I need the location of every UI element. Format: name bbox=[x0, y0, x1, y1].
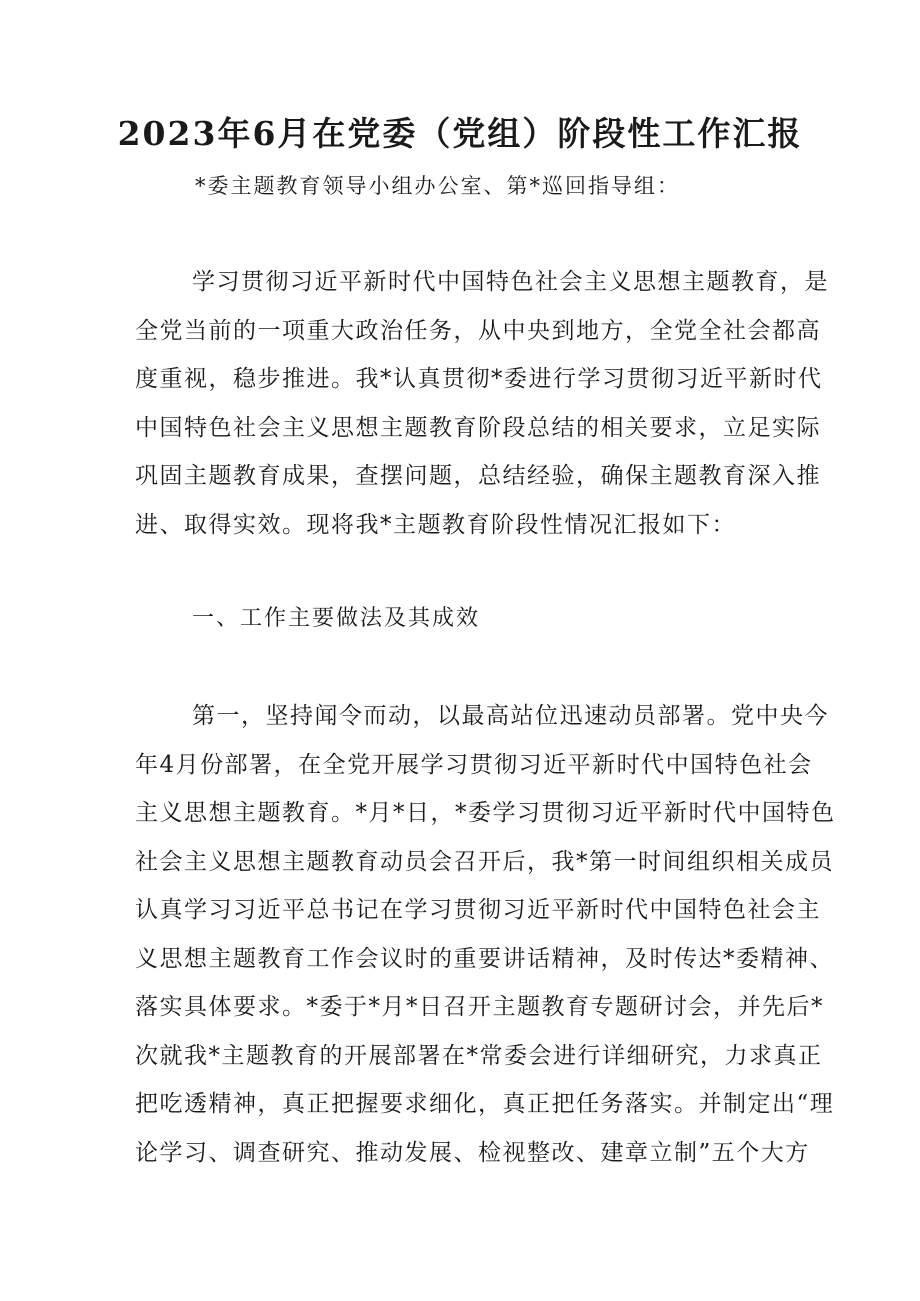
intro-line: 学习贯彻习近平新时代中国特色社会主义思想主题教育，是 bbox=[192, 269, 829, 295]
paragraph-line: 社会主义思想主题教育动员会召开后，我*第一时间组织相关成员 bbox=[135, 848, 834, 875]
section-heading: 一、工作主要做法及其成效 bbox=[192, 606, 481, 631]
intro-line: 度重视，稳步推进。我*认真贯彻*委进行学习贯彻习近平新时代 bbox=[135, 366, 823, 392]
paragraph-line: 主义思想主题教育。*月*日，*委学习贯彻习近平新时代中国特色 bbox=[135, 800, 836, 826]
paragraph-line: 第一，坚持闻令而动，以最高站位迅速动员部署。党中央今 bbox=[192, 703, 829, 729]
intro-line: 中国特色社会主义思想主题教育阶段总结的相关要求，立足实际 bbox=[135, 414, 821, 441]
paragraph-line: 认真学习习近平总书记在学习贯彻习近平新时代中国特色社会主 bbox=[135, 897, 821, 923]
paragraph-line: 义思想主题教育工作会议时的重要讲话精神，及时传达*委精神、 bbox=[135, 945, 834, 972]
intro-line: 进、取得实效。现将我*主题教育阶段性情况汇报如下： bbox=[135, 511, 736, 538]
intro-line: 巩固主题教育成果，查摆问题，总结经验，确保主题教育深入推 bbox=[135, 463, 821, 489]
paragraph-line: 次就我*主题教育的开展部署在*常委会进行详细研究，力求真正 bbox=[135, 1042, 823, 1069]
paragraph-line: 论学习、调查研究、推动发展、检视整改、建章立制”五个大方 bbox=[135, 1139, 810, 1166]
document-title: 2023年6月在党委（党组）阶段性工作汇报 bbox=[117, 114, 803, 153]
addressee-line: *委主题教育领导小组办公室、第*巡回指导组： bbox=[195, 174, 680, 198]
paragraph-line: 落实具体要求。*委于*月*日召开主题教育专题研讨会，并先后* bbox=[135, 994, 824, 1020]
paragraph-line: 年4月份部署，在全党开展学习贯彻习近平新时代中国特色社会 bbox=[135, 751, 813, 778]
paragraph-line: 把吃透精神，真正把握要求细化，真正把任务落实。并制定出“理 bbox=[135, 1091, 835, 1117]
intro-paragraph bbox=[135, 258, 829, 549]
intro-line: 全党当前的一项重大政治任务，从中央到地方，全党全社会都高 bbox=[135, 317, 821, 344]
first-point-paragraph bbox=[135, 692, 836, 1177]
